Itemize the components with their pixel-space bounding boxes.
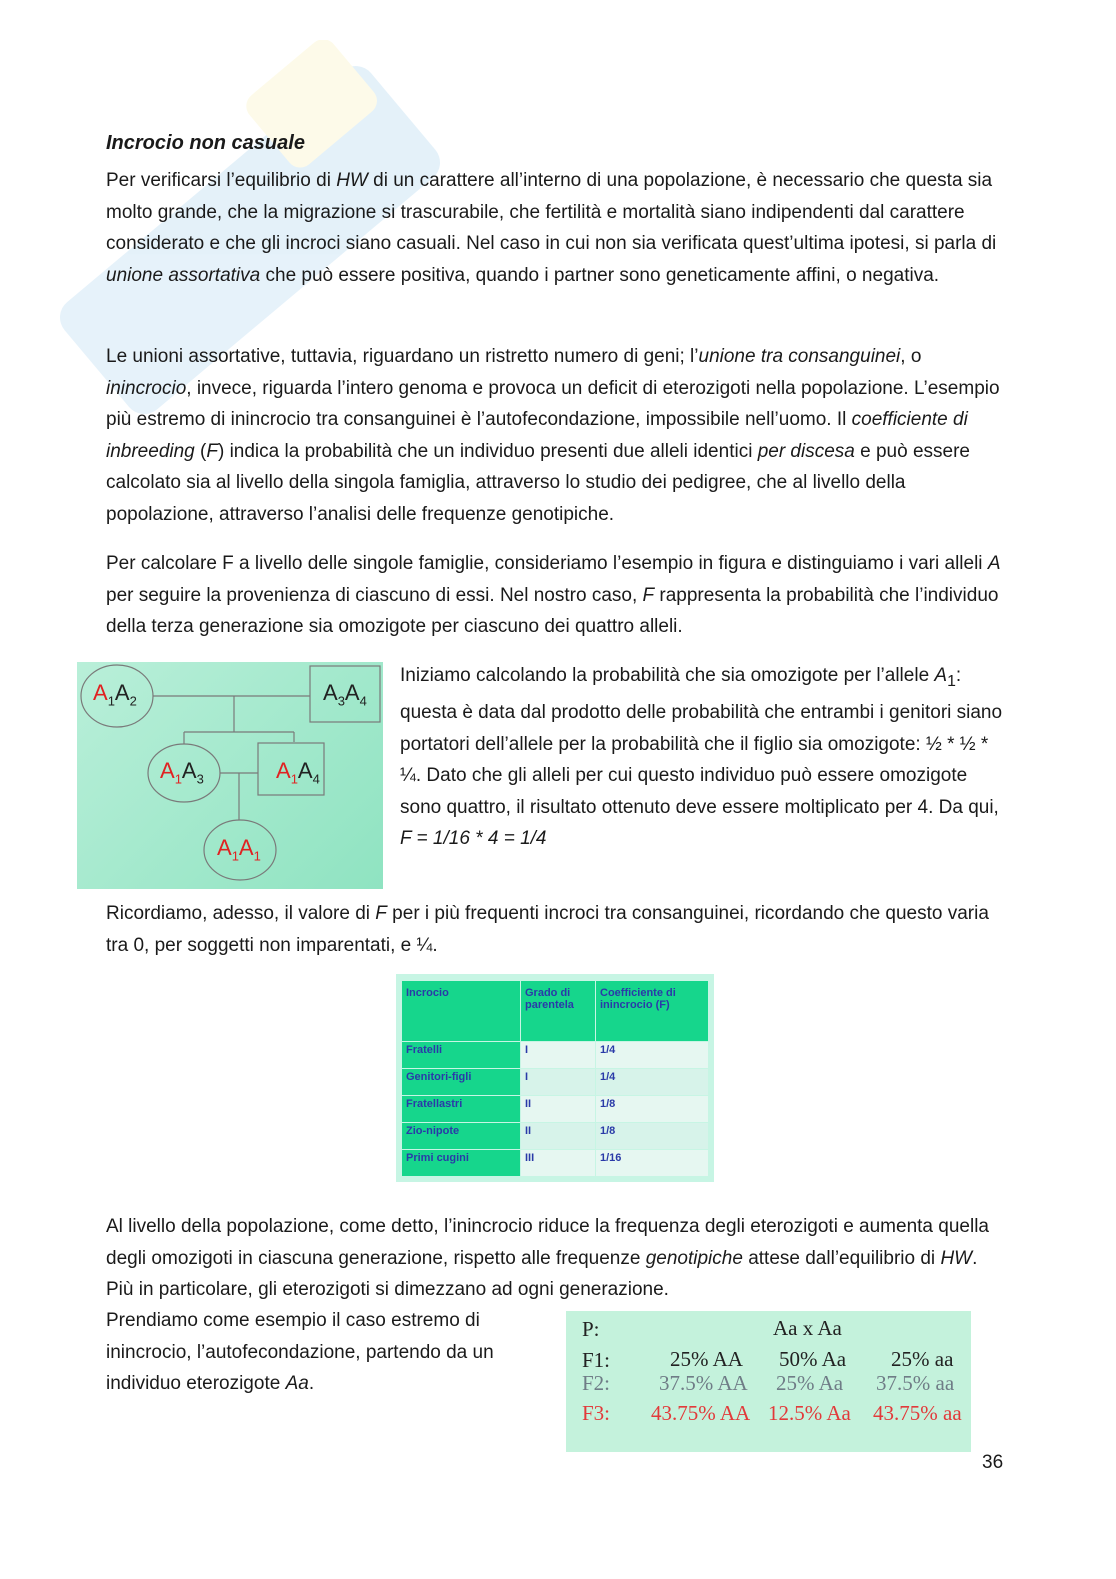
table-cell: 1/8 <box>596 1123 709 1150</box>
gen-f1-label: F1: <box>582 1348 611 1372</box>
table-cell: Fratellastri <box>402 1096 521 1123</box>
table-header-row <box>402 981 709 1042</box>
pedigree-node-a1a3: $A_1A_3$ <box>160 758 204 787</box>
table-cell: Fratelli <box>402 1042 521 1069</box>
pedigree-node-a1a2: $A_1A_2$ <box>93 680 137 709</box>
gen-f1-rec: 25% aa <box>891 1347 954 1371</box>
pedigree-figure <box>77 662 383 889</box>
pedigree-node-a3a4: $A_3A_4$ <box>323 680 367 709</box>
table-cell: Zio-nipote <box>402 1123 521 1150</box>
table-header-cell: Grado di parentela <box>521 981 596 1042</box>
pedigree-node-a1a4: $A_1A_4$ <box>276 758 320 787</box>
paragraph-famiglie: Per calcolare F a livello delle singole famiglie, consideriamo l’esempio in figura e distinguiamo i vari alleli A per seguire la provenienza di ciascuno di essi. Nel nostro caso, F rappresenta la probabilità che l’individuo della terza generazione sia omozigote per ciascuno dei quattro alleli. <box>106 553 1001 637</box>
gen-f3-label: F3: <box>582 1401 611 1425</box>
page-number: 36 <box>982 1452 1004 1473</box>
table-row <box>402 1123 709 1150</box>
table-cell: 1/8 <box>596 1096 709 1123</box>
table-cell: Primi cugini <box>402 1150 521 1177</box>
gen-f2-het: 25% Aa <box>776 1371 844 1395</box>
gen-p-label: P: <box>582 1317 600 1341</box>
gen-f2-rec: 37.5% aa <box>876 1371 955 1395</box>
gen-f2-aa: 37.5% AA <box>659 1371 748 1395</box>
gen-f3-rec: 43.75% aa <box>873 1401 962 1425</box>
table-row <box>402 1042 709 1069</box>
table-row <box>402 1150 709 1177</box>
table-cell: II <box>521 1096 596 1123</box>
gen-f1-het: 50% Aa <box>779 1347 847 1371</box>
table-header-cell: Incrocio <box>402 981 521 1042</box>
paragraph-popolazione: Al livello della popolazione, come detto, l’inincrocio riduce la frequenza degli eterozigoti e aumenta quella degli omozigoti in ciascuna generazione, rispetto alle frequenze genotipiche attese dall’equilibrio di HW. Più in particolare, gli eterozigoti si dimezzano ad ogni generazione. <box>106 1216 989 1300</box>
table-row <box>402 1096 709 1123</box>
section-heading: Incrocio non casuale <box>106 132 305 154</box>
table-header-cell: Coefficiente di inincrocio (F) <box>596 981 709 1042</box>
gen-f2-label: F2: <box>582 1371 611 1395</box>
table-row <box>402 1069 709 1096</box>
pedigree-node-a1a1: $A_1A_1$ <box>217 835 261 864</box>
table-cell: 1/16 <box>596 1150 709 1177</box>
table-cell: 1/4 <box>596 1042 709 1069</box>
paragraph-autofecondazione: Prendiamo come esempio il caso estremo di inincrocio, l’autofecondazione, partendo da un individuo eterozigote Aa. <box>106 1310 494 1394</box>
paragraph-intro: Per verificarsi l’equilibrio di HW di un carattere all’interno di una popolazione, è necessario che questa sia molto grande, che la migrazione si trascurabile, che fertilità e mortalità siano indipendenti dal carattere considerato e che gli incroci siano casuali. Nel caso in cui non sia verificata quest’ultima ipotesi, si parla di unione assortativa che può essere positiva, quando i partner sono geneticamente affini, o negativa. <box>106 170 997 286</box>
inbreeding-table <box>396 974 714 1182</box>
table-cell: Genitori-figli <box>402 1069 521 1096</box>
paragraph-calcolo-f: Iniziamo calcolando la probabilità che sia omozigote per l’allele $A_1$: questa è data dal prodotto delle probabilità che entrambi i genitori siano portatori dell’allele per la probabilità che il figlio sia omozigote: ½ * ½ * ¼. Dato che gli alleli per cui questo individuo può essere omozigote sono quattro, il risultato ottenuto deve essere moltiplicato per 4. Da qui, F = 1/16 * 4 = 1/4 <box>400 665 1003 850</box>
table-cell: I <box>521 1042 596 1069</box>
paragraph-consanguinei: Le unioni assortative, tuttavia, riguardano un ristretto numero di geni; l’unione tra consanguinei, o inincrocio, invece, riguarda l’intero genoma e provoca un deficit di eterozigoti nella popolazione. L’esempio più estremo di inincrocio tra consanguinei è l’autofecondazione, impossibile nell’uomo. Il coefficiente di inbreeding (F) indica la probabilità che un individuo presenti due alleli identici per discesa e può essere calcolato sia al livello della singola famiglia, attraverso lo studio dei pedigree, che al livello della popolazione, attraverso l’analisi delle frequenze genotipiche. <box>106 346 1000 525</box>
gen-p-cross: Aa x Aa <box>773 1316 842 1340</box>
gen-f3-het: 12.5% Aa <box>768 1401 851 1425</box>
table-cell: I <box>521 1069 596 1096</box>
gen-f3-aa: 43.75% AA <box>651 1401 751 1425</box>
selfing-generations-box <box>566 1311 971 1452</box>
table-cell: III <box>521 1150 596 1177</box>
table-cell: II <box>521 1123 596 1150</box>
paragraph-valori-f: Ricordiamo, adesso, il valore di F per i più frequenti incroci tra consanguinei, ricordando che questo varia tra 0, per soggetti non imparentati, e ¼. <box>106 903 989 956</box>
gen-f1-aa: 25% AA <box>670 1347 743 1371</box>
table-cell: 1/4 <box>596 1069 709 1096</box>
